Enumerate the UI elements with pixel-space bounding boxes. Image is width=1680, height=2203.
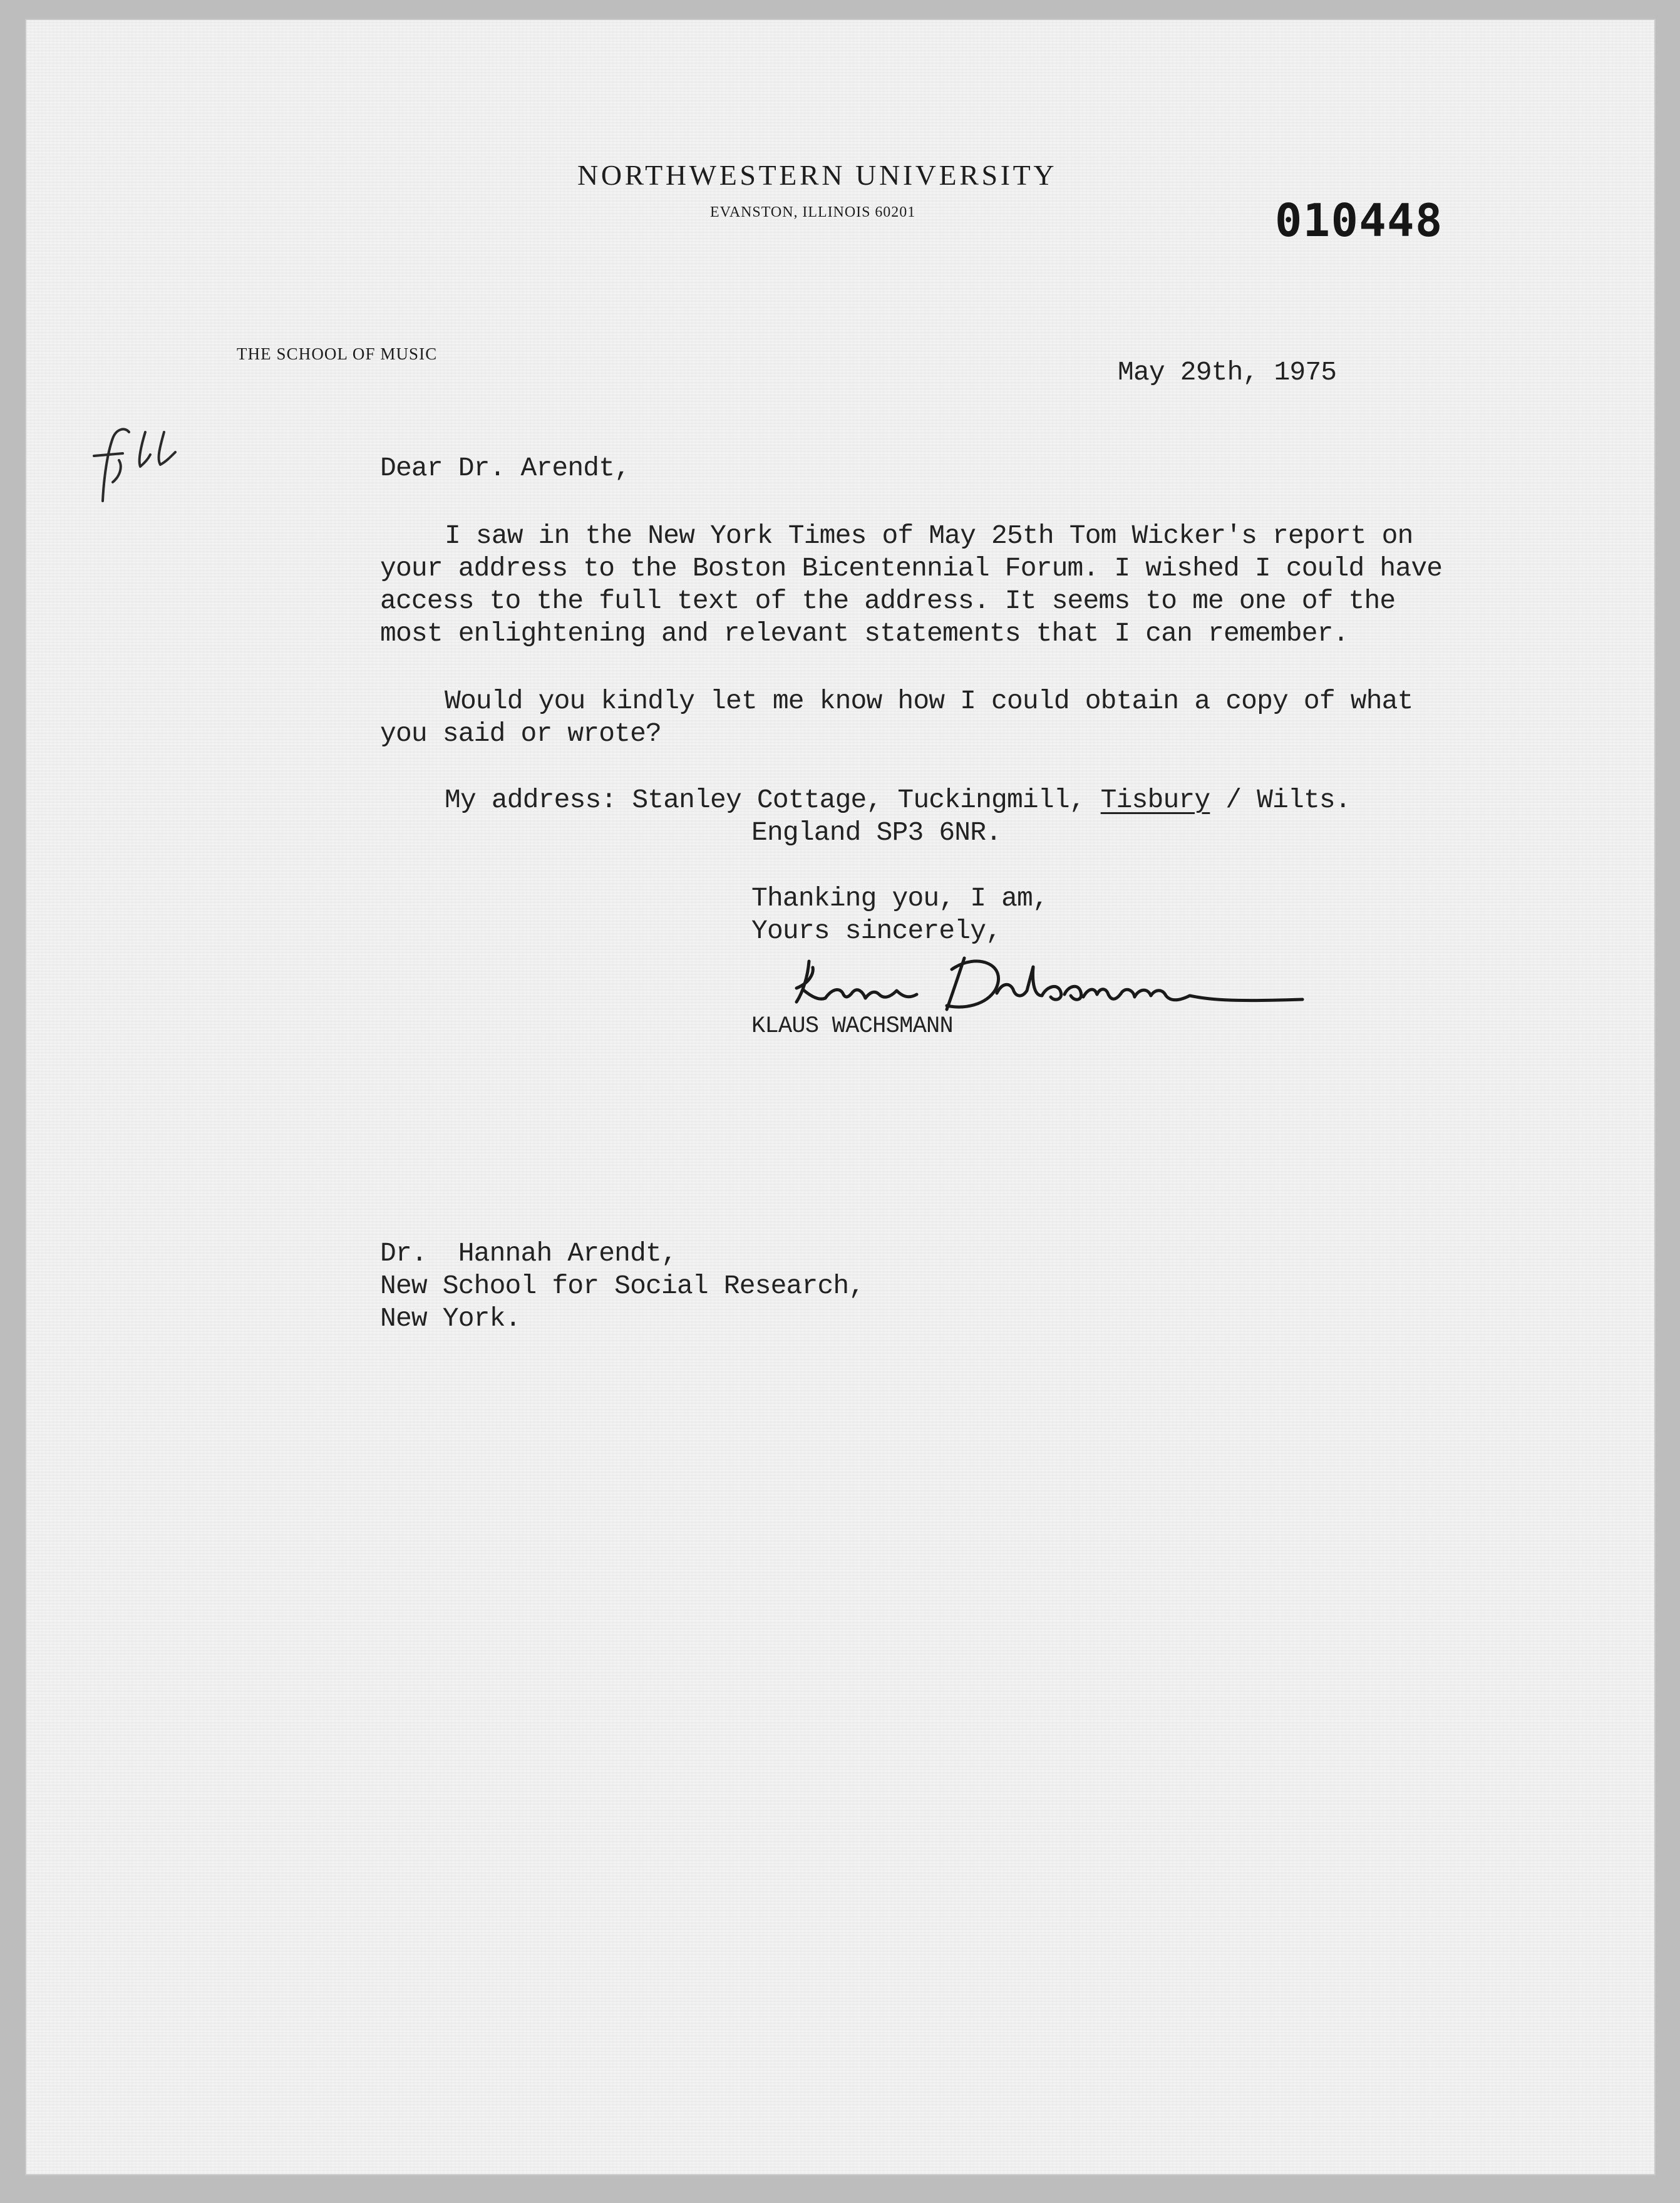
body-line: your address to the Boston Bicentennial Forum. I wished I could have [380, 553, 1443, 584]
recipient-line: Dr. Hannah Arendt, [380, 1238, 677, 1269]
letter-date: May 29th, 1975 [1118, 357, 1337, 388]
institution-location: EVANSTON, ILLINOIS 60201 [710, 204, 916, 220]
department-name: THE SCHOOL OF MUSIC [237, 344, 438, 363]
address-suffix: / Wilts. [1210, 785, 1351, 815]
sender-name: KLAUS WACHSMANN [751, 1013, 953, 1040]
body-line: access to the full text of the address. It seems to me one of the [380, 586, 1396, 616]
closing-line: Thanking you, I am, [751, 883, 1048, 914]
address-line-2: England SP3 6NR. [751, 817, 1002, 848]
address-town: Tisbury [1100, 785, 1210, 815]
body-line: Would you kindly let me know how I could obtain a copy of what [445, 686, 1413, 716]
recipient-line: New School for Social Research, [380, 1271, 865, 1301]
body-line: most enlightening and relevant statements that I can remember. [380, 618, 1349, 649]
handwritten-note [94, 429, 175, 501]
signature-klaus-wachsmann [796, 958, 1302, 1009]
closing-line: Yours sincerely, [751, 916, 1002, 946]
salutation: Dear Dr. Arendt, [380, 453, 631, 483]
body-line: I saw in the New York Times of May 25th Tom Wicker's report on [445, 520, 1413, 551]
address-prefix: My address: Stanley Cottage, Tuckingmill, [445, 785, 1101, 815]
document-number: 010448 [1275, 194, 1443, 247]
recipient-line: New York. [380, 1303, 521, 1334]
body-line: you said or wrote? [380, 718, 661, 749]
institution-name: NORTHWESTERN UNIVERSITY [577, 159, 1058, 191]
